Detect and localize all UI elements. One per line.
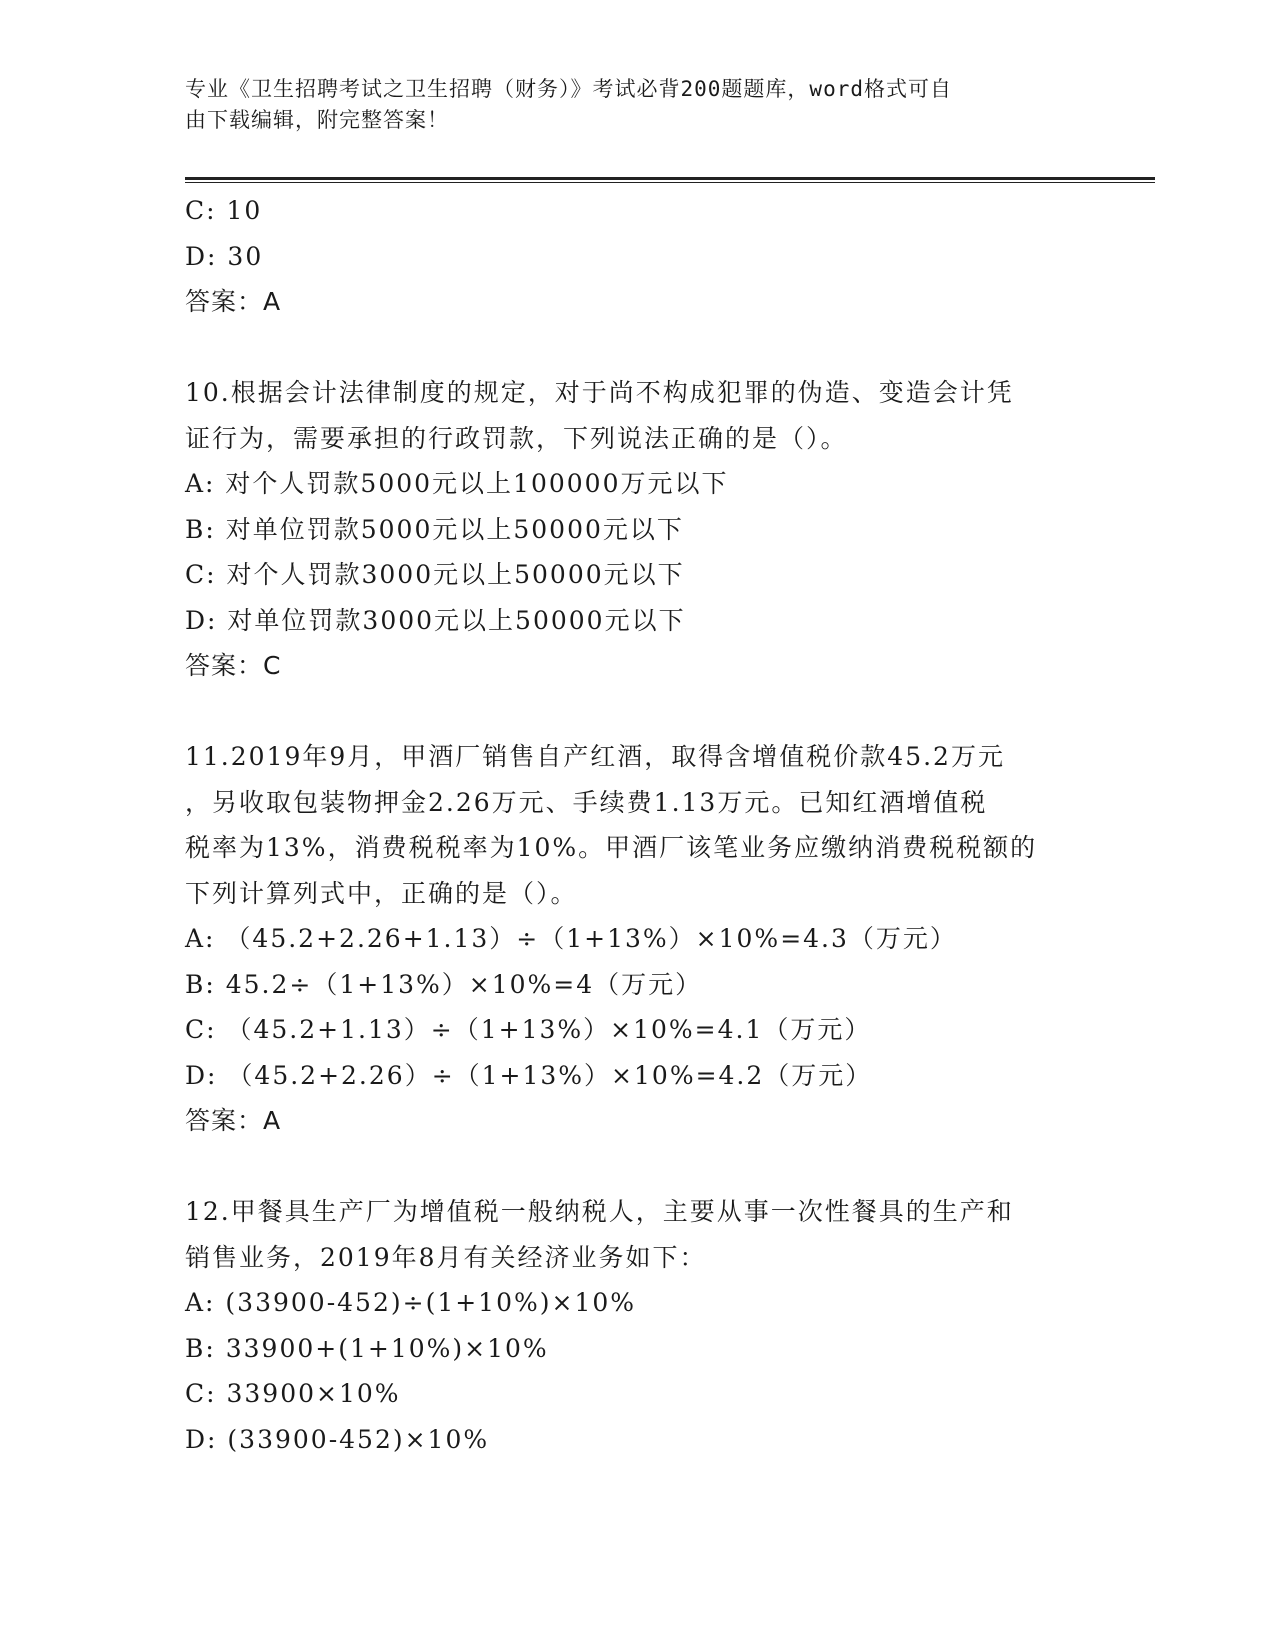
option-c: C: 对个人罚款3000元以上50000元以下	[185, 560, 685, 589]
option-b: B: 对单位罚款5000元以上50000元以下	[185, 514, 684, 544]
question-text-line: 税率为13%，消费税税率为10%。甲酒厂该笔业务应缴纳消费税税额的	[185, 833, 1038, 862]
question-12	[185, 1189, 1085, 1462]
option-c: C: （45.2+1.13）÷（1+13%）×10%=4.1（万元）	[185, 1015, 872, 1044]
option-a: A: （45.2+2.26+1.13）÷（1+13%）×10%=4.3（万元）	[185, 924, 957, 953]
option-b: B: 45.2÷（1+13%）×10%=4（万元）	[185, 969, 703, 999]
question-11	[185, 734, 1085, 1144]
option-d: D: (33900-452)×10%	[185, 1424, 490, 1454]
question-text-line: 下列计算列式中，正确的是（）。	[185, 878, 578, 908]
question-text-line: 10.根据会计法律制度的规定，对于尚不构成犯罪的伪造、变造会计凭	[185, 378, 1014, 407]
header-line-1: 专业《卫生招聘考试之卫生招聘（财务）》考试必背200题题库，word格式可自	[185, 77, 952, 101]
question-9-tail	[185, 188, 1085, 325]
header-line-2: 由下载编辑，附完整答案！	[185, 108, 449, 132]
option-b: B: 33900+(1+10%)×10%	[185, 1333, 549, 1363]
question-text-line: 12.甲餐具生产厂为增值税一般纳税人，主要从事一次性餐具的生产和	[185, 1197, 1014, 1226]
question-text-line: ，另收取包装物押金2.26万元、手续费1.13万元。已知红酒增值税	[185, 787, 988, 817]
header-divider-thick	[185, 177, 1155, 180]
option-d: D: （45.2+2.26）÷（1+13%）×10%=4.2（万元）	[185, 1060, 873, 1090]
spacer	[185, 689, 1085, 735]
spacer	[185, 1144, 1085, 1190]
document-body	[185, 188, 1085, 1462]
answer: 答案：A	[185, 1106, 282, 1135]
question-text-line: 销售业务，2019年8月有关经济业务如下：	[185, 1242, 707, 1272]
option-d: D: 30	[185, 241, 264, 271]
question-text-line: 11.2019年9月，甲酒厂销售自产红酒，取得含增值税价款45.2万元	[185, 742, 1005, 771]
question-10	[185, 370, 1085, 689]
header-divider-thin	[185, 182, 1155, 183]
option-c: C: 10	[185, 196, 263, 225]
answer: 答案：C	[185, 651, 282, 680]
option-d: D: 对单位罚款3000元以上50000元以下	[185, 605, 686, 635]
spacer	[185, 325, 1085, 371]
answer: 答案：A	[185, 287, 282, 316]
option-c: C: 33900×10%	[185, 1379, 401, 1408]
page-header	[185, 74, 1065, 136]
question-text-line: 证行为，需要承担的行政罚款，下列说法正确的是（）。	[185, 423, 848, 453]
option-a: A: (33900-452)÷(1+10%)×10%	[185, 1288, 637, 1317]
option-a: A: 对个人罚款5000元以上100000万元以下	[185, 469, 729, 498]
